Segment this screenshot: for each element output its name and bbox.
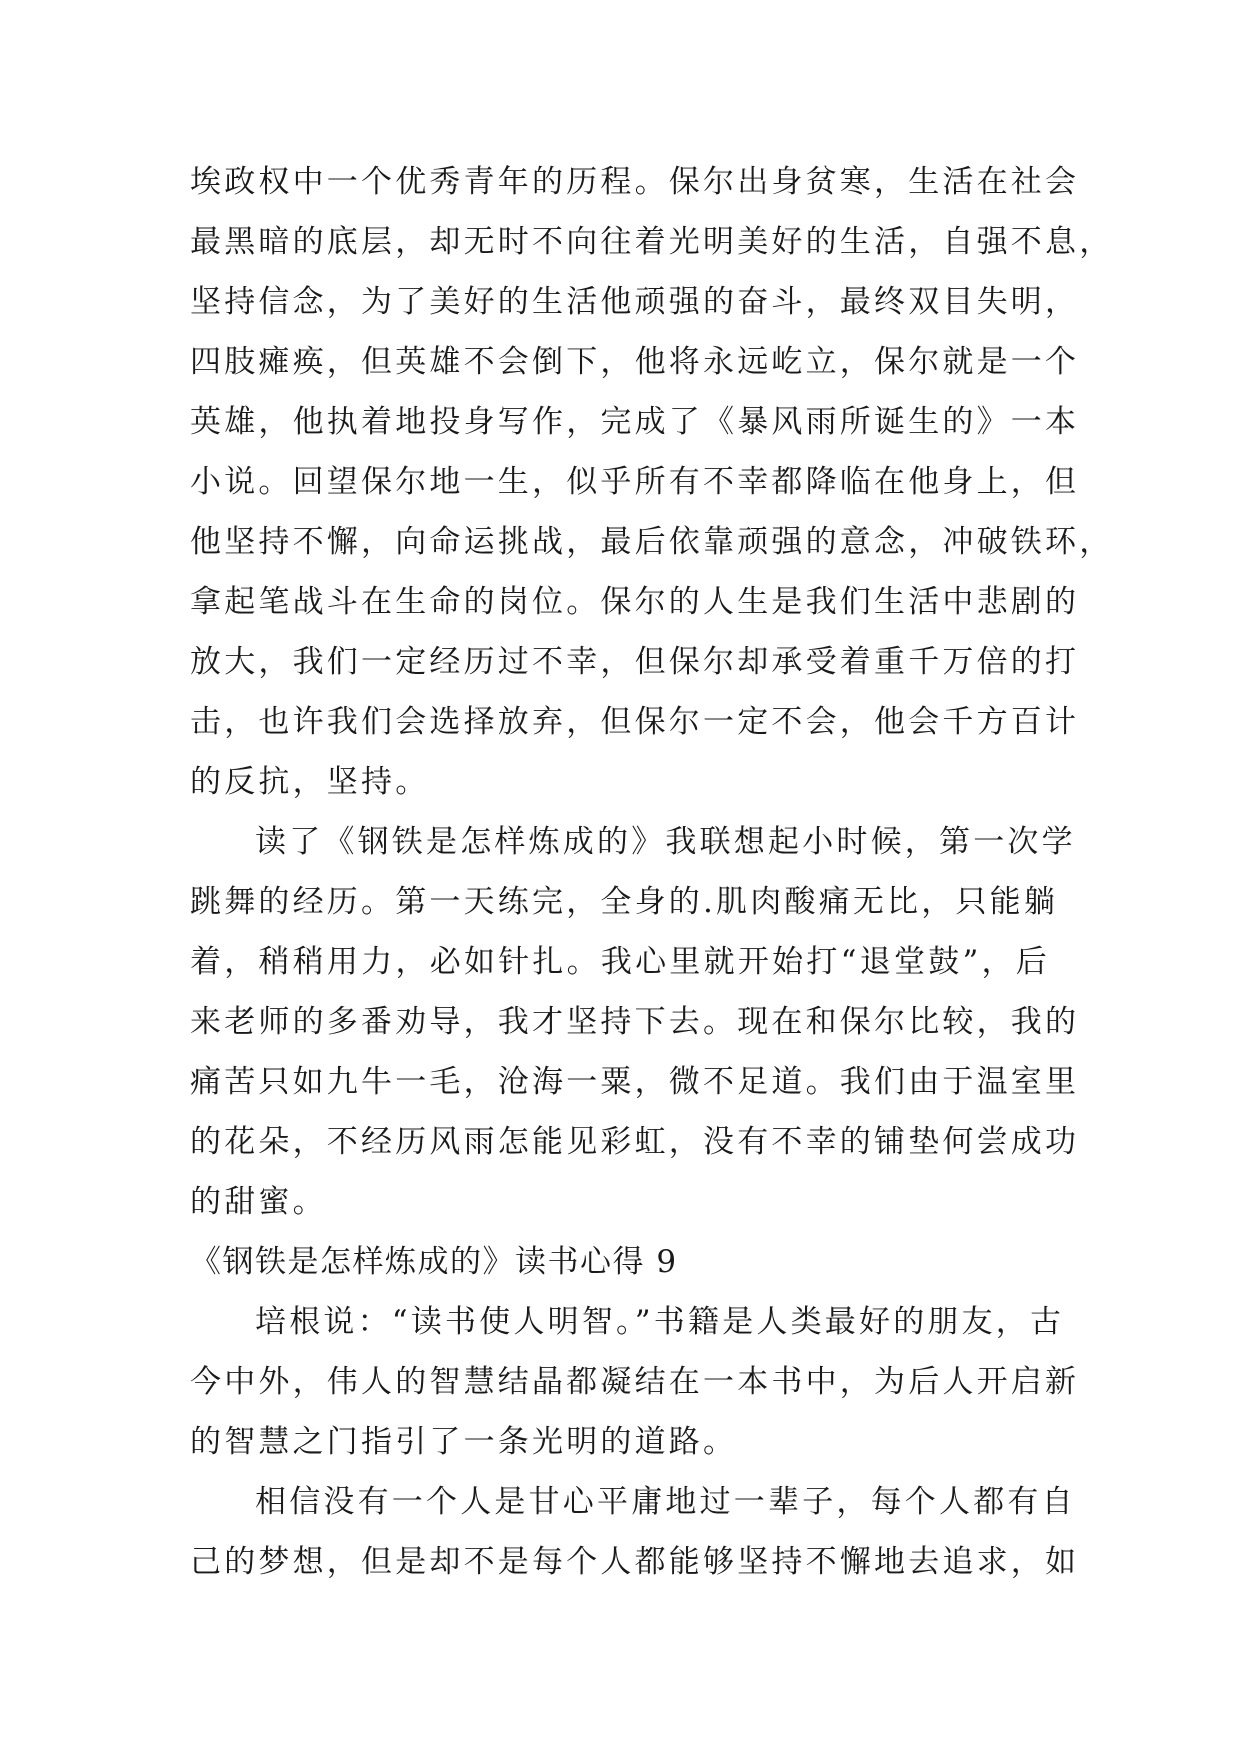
text-line: 小说。回望保尔地一生，似乎所有不幸都降临在他身上，但 — [190, 464, 1080, 500]
paragraph-first-line: 培根说：“读书使人明智。”书籍是人类最好的朋友，古 — [255, 1304, 1065, 1340]
text-line: 他坚持不懈，向命运挑战，最后依靠顽强的意念，冲破铁环， — [190, 524, 1114, 560]
text-line: 的花朵，不经历风雨怎能见彩虹，没有不幸的铺垫何尝成功 — [190, 1124, 1080, 1160]
text-line: 跳舞的经历。第一天练完，全身的.肌肉酸痛无比，只能躺 — [190, 884, 1059, 920]
text-line: 拿起笔战斗在生命的岗位。保尔的人生是我们生活中悲剧的 — [190, 584, 1080, 620]
text-line: 英雄，他执着地投身写作，完成了《暴风雨所诞生的》一本 — [190, 404, 1080, 440]
text-line: 来老师的多番劝导，我才坚持下去。现在和保尔比较，我的 — [190, 1004, 1080, 1040]
text-line: 放大，我们一定经历过不幸，但保尔却承受着重千万倍的打 — [190, 644, 1080, 680]
text-line: 的甜蜜。 — [190, 1184, 327, 1220]
paragraph-first-line: 读了《钢铁是怎样炼成的》我联想起小时候，第一次学 — [255, 824, 1076, 860]
text-line: 着，稍稍用力，必如针扎。我心里就开始打“退堂鼓”，后 — [190, 944, 1050, 980]
text-line: 的反抗，坚持。 — [190, 764, 430, 800]
text-line: 击，也许我们会选择放弃，但保尔一定不会，他会千方百计 — [190, 704, 1080, 740]
section-heading: 《钢铁是怎样炼成的》读书心得 9 — [190, 1244, 678, 1280]
paragraph-first-line: 相信没有一个人是甘心平庸地过一辈子，每个人都有自 — [255, 1484, 1076, 1520]
text-line: 最黑暗的底层，却无时不向往着光明美好的生活，自强不息， — [190, 224, 1114, 260]
text-line: 今中外，伟人的智慧结晶都凝结在一本书中，为后人开启新 — [190, 1364, 1080, 1400]
text-line: 四肢瘫痪，但英雄不会倒下，他将永远屹立，保尔就是一个 — [190, 344, 1080, 380]
text-line: 痛苦只如九牛一毛，沧海一粟，微不足道。我们由于温室里 — [190, 1064, 1080, 1100]
text-line: 坚持信念，为了美好的生活他顽强的奋斗，最终双目失明， — [190, 284, 1080, 320]
text-line: 的智慧之门指引了一条光明的道路。 — [190, 1424, 738, 1460]
text-line: 己的梦想，但是却不是每个人都能够坚持不懈地去追求，如 — [190, 1544, 1080, 1580]
text-line: 埃政权中一个优秀青年的历程。保尔出身贫寒，生活在社会 — [190, 164, 1080, 200]
